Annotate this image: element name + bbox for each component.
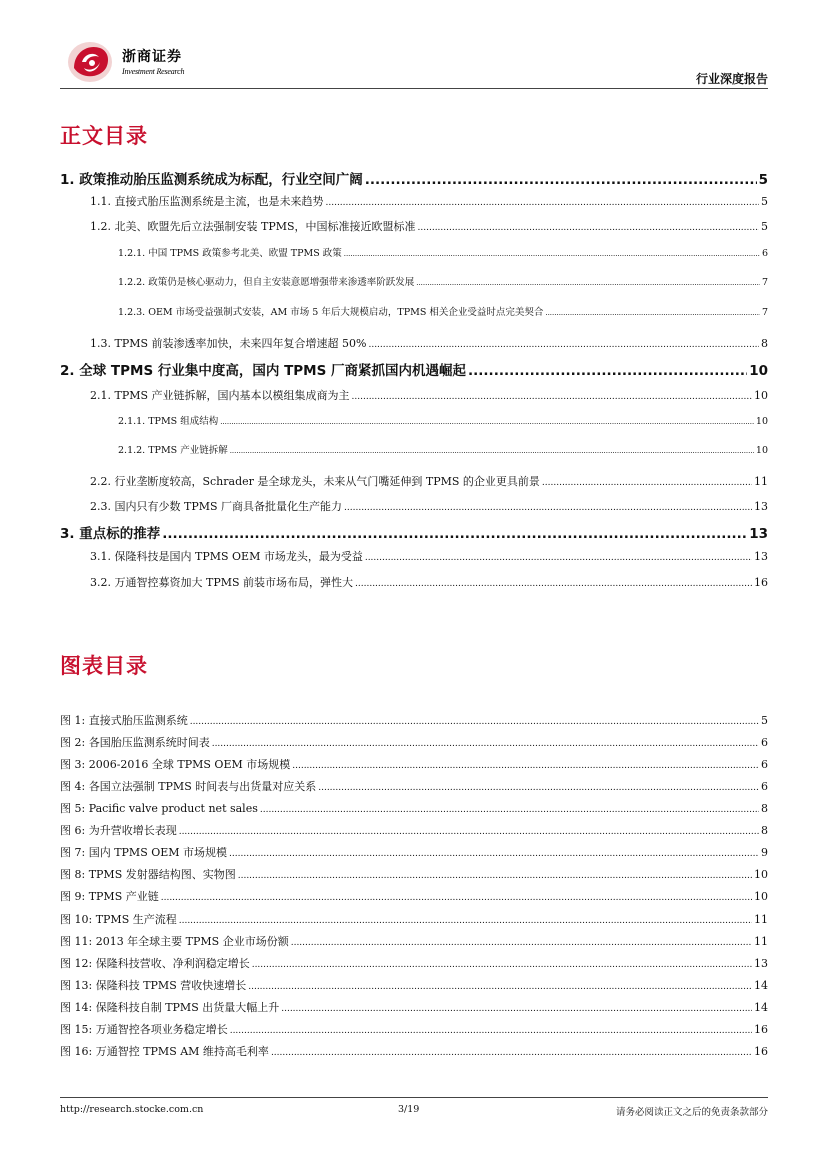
figure-entry-label: 图 9: TPMS 产业链	[60, 890, 159, 903]
dot-leader	[190, 717, 759, 727]
figure-entry[interactable]	[60, 911, 768, 927]
figure-entry-label: 图 4: 各国立法强制 TPMS 时间表与出货量对应关系	[60, 780, 317, 793]
report-type: 行业深度报告	[695, 72, 768, 86]
figure-entry-label: 图 16: 万通智控 TPMS AM 维持高毛利率	[60, 1045, 269, 1058]
figure-entry[interactable]	[60, 1021, 768, 1037]
footer-url-link[interactable]: http://research.stocke.com.cn	[60, 1104, 204, 1115]
figure-entry[interactable]	[60, 955, 768, 971]
dot-leader	[179, 916, 752, 926]
dot-leader	[416, 279, 760, 287]
figure-entry[interactable]	[60, 756, 768, 772]
toc-entry-label: 2.1.1. TPMS 组成结构	[118, 416, 219, 427]
figure-entry-page: 5	[761, 714, 768, 727]
toc-entry[interactable]	[90, 473, 768, 489]
dot-leader	[220, 418, 754, 426]
dot-leader	[291, 938, 752, 948]
dot-leader	[352, 392, 752, 402]
toc-entry-page: 5	[761, 220, 768, 233]
figure-entry-label: 图 10: TPMS 生产流程	[60, 913, 177, 926]
toc-entry[interactable]	[90, 218, 768, 234]
toc-entry[interactable]	[90, 574, 768, 590]
toc-entry[interactable]	[90, 387, 768, 403]
dot-leader	[238, 871, 752, 881]
toc-entry-page: 5	[761, 195, 768, 208]
figure-entry-label: 图 1: 直接式胎压监测系统	[60, 714, 188, 727]
toc-entry-label: 2. 全球 TPMS 行业集中度高，国内 TPMS 厂商紧抓国内机遇崛起	[60, 363, 467, 379]
toc-entry-page: 13	[749, 526, 768, 542]
toc-entry-page: 7	[761, 277, 768, 288]
dot-leader	[179, 827, 759, 837]
figure-entry-page: 9	[761, 846, 768, 859]
figure-entry[interactable]	[60, 734, 768, 750]
figure-entry[interactable]	[60, 844, 768, 860]
figure-entry-page: 14	[754, 1001, 768, 1014]
toc-entry[interactable]	[118, 413, 768, 427]
toc-entry-label: 1.2.3. OEM 市场受益强制式安装，AM 市场 5 年后大规模启动，TPMS 相关企业受益时点完美契合	[118, 307, 544, 318]
figure-entry-page: 6	[761, 780, 768, 793]
footer-divider	[60, 1097, 768, 1098]
figure-entry-label: 图 7: 国内 TPMS OEM 市场规模	[60, 846, 228, 859]
figure-entry-label: 图 8: TPMS 发射器结构图、实物图	[60, 868, 236, 881]
figure-entry[interactable]	[60, 712, 768, 728]
dot-leader	[344, 503, 752, 513]
figure-entry-label: 图 13: 保隆科技 TPMS 营收快速增长	[60, 979, 247, 992]
toc-entry-label: 3.2. 万通智控募资加大 TPMS 前装市场布局，弹性大	[90, 576, 354, 589]
dot-leader	[545, 309, 760, 317]
toc-entry-label: 1.2.1. 中国 TPMS 政策参考北美、欧盟 TPMS 政策	[118, 248, 342, 259]
dot-leader	[260, 805, 759, 815]
figure-entry-page: 16	[754, 1023, 768, 1036]
toc-entry[interactable]	[118, 442, 768, 456]
dot-leader	[212, 739, 759, 749]
brand-subtitle: Investment Research	[122, 67, 185, 76]
toc-entry-label: 2.2. 行业垄断度较高，Schrader 是全球龙头，未来从气门嘴延伸到 TPMS 的企业更具前景	[90, 475, 540, 488]
toc-entry-label: 3. 重点标的推荐	[60, 526, 161, 542]
dot-leader	[271, 1048, 752, 1058]
toc-entry-label: 1.2.2. 政策仍是核心驱动力，但自主安装意愿增强带来渗透率阶跃发展	[118, 277, 415, 288]
figure-entry[interactable]	[60, 1043, 768, 1059]
toc-entry[interactable]	[60, 168, 768, 188]
dot-leader	[229, 849, 759, 859]
dot-leader	[230, 447, 754, 455]
figure-entry-page: 14	[754, 979, 768, 992]
toc-entry-label: 3.1. 保隆科技是国内 TPMS OEM 市场龙头，最为受益	[90, 550, 363, 563]
toc-entry-page: 6	[761, 248, 768, 259]
dot-leader	[252, 960, 752, 970]
toc-entry[interactable]	[118, 274, 768, 288]
toc-entry-page: 10	[754, 389, 768, 402]
figure-entry-page: 16	[754, 1045, 768, 1058]
toc-entry-page: 10	[755, 416, 768, 427]
dot-leader	[365, 172, 757, 188]
toc-entry-label: 1.3. TPMS 前装渗透率加快，未来四年复合增速超 50%	[90, 337, 367, 350]
toc-entry[interactable]	[118, 304, 768, 318]
dot-leader	[161, 893, 752, 903]
figure-entry-label: 图 11: 2013 年全球主要 TPMS 企业市场份额	[60, 935, 289, 948]
toc-entry-label: 1.1. 直接式胎压监测系统是主流，也是未来趋势	[90, 195, 324, 208]
dot-leader	[365, 553, 752, 563]
figure-entry-label: 图 2: 各国胎压监测系统时间表	[60, 736, 210, 749]
page-header	[60, 38, 768, 88]
figure-entry[interactable]	[60, 977, 768, 993]
toc-entry[interactable]	[90, 548, 768, 564]
dot-leader	[326, 198, 760, 208]
figure-entry-label: 图 14: 保隆科技自制 TPMS 出货量大幅上升	[60, 1001, 280, 1014]
figure-entry-page: 8	[761, 802, 768, 815]
dot-leader	[368, 340, 759, 350]
toc-entry-page: 13	[754, 550, 768, 563]
dot-leader	[318, 783, 759, 793]
toc-entry-page: 10	[749, 363, 768, 379]
figures-title: 图表目录	[60, 654, 148, 678]
figure-entry-page: 10	[754, 890, 768, 903]
toc-entry-page: 16	[754, 576, 768, 589]
toc-entry-label: 2.1. TPMS 产业链拆解，国内基本以模组集成商为主	[90, 389, 350, 402]
toc-entry[interactable]	[90, 193, 768, 209]
figure-entry-page: 10	[754, 868, 768, 881]
figure-entry-page: 11	[754, 913, 768, 926]
figure-entry-label: 图 3: 2006-2016 全球 TPMS OEM 市场规模	[60, 758, 291, 771]
toc-entry[interactable]	[60, 359, 768, 379]
figure-entry[interactable]	[60, 778, 768, 794]
dot-leader	[292, 761, 759, 771]
figure-entry-label: 图 12: 保隆科技营收、净利润稳定增长	[60, 957, 250, 970]
toc-entry-page: 13	[754, 500, 768, 513]
toc-entry[interactable]	[90, 498, 768, 514]
page-number: 3/19	[398, 1104, 420, 1115]
figure-entry-label: 图 15: 万通智控各项业务稳定增长	[60, 1023, 228, 1036]
figure-entry[interactable]	[60, 822, 768, 838]
dot-leader	[230, 1026, 752, 1036]
figure-entry[interactable]	[60, 933, 768, 949]
figure-entry-page: 8	[761, 824, 768, 837]
figure-entry-label: 图 5: Pacific valve product net sales	[60, 802, 258, 815]
figure-entry[interactable]	[60, 888, 768, 904]
figure-entry-page: 11	[754, 935, 768, 948]
dot-leader	[162, 526, 747, 542]
brand-name: 浙商证券	[122, 49, 182, 65]
toc-entry-label: 1. 政策推动胎压监测系统成为标配，行业空间广阔	[60, 172, 363, 188]
header-divider	[60, 88, 768, 89]
dot-leader	[281, 1004, 752, 1014]
figure-entry[interactable]	[60, 800, 768, 816]
figure-entry-page: 13	[754, 957, 768, 970]
toc-entry[interactable]	[60, 522, 768, 542]
toc-entry-page: 7	[761, 307, 768, 318]
toc-entry-page: 10	[755, 445, 768, 456]
toc-entry-page: 8	[761, 337, 768, 350]
figure-entry[interactable]	[60, 866, 768, 882]
zheshang-logo-icon	[66, 38, 114, 84]
footer-disclaimer: 请务必阅读正文之后的免责条款部分	[615, 1107, 768, 1118]
toc-entry-label: 2.3. 国内只有少数 TPMS 厂商具备批量化生产能力	[90, 500, 343, 513]
toc-entry[interactable]	[118, 245, 768, 259]
figure-entry-page: 6	[761, 758, 768, 771]
figure-entry[interactable]	[60, 999, 768, 1015]
toc-entry-label: 1.2. 北美、欧盟先后立法强制安装 TPMS，中国标准接近欧盟标准	[90, 220, 416, 233]
figure-entry-label: 图 6: 为升营收增长表现	[60, 824, 177, 837]
dot-leader	[542, 478, 752, 488]
dot-leader	[355, 579, 752, 589]
figure-entry-page: 6	[761, 736, 768, 749]
toc-entry-page: 11	[754, 475, 768, 488]
toc-title: 正文目录	[60, 124, 148, 148]
dot-leader	[468, 363, 747, 379]
dot-leader	[248, 982, 752, 992]
toc-entry[interactable]	[90, 335, 768, 351]
dot-leader	[418, 223, 759, 233]
toc-entry-page: 5	[758, 172, 768, 188]
dot-leader	[344, 250, 760, 258]
toc-entry-label: 2.1.2. TPMS 产业链拆解	[118, 445, 228, 456]
brand	[122, 46, 184, 76]
